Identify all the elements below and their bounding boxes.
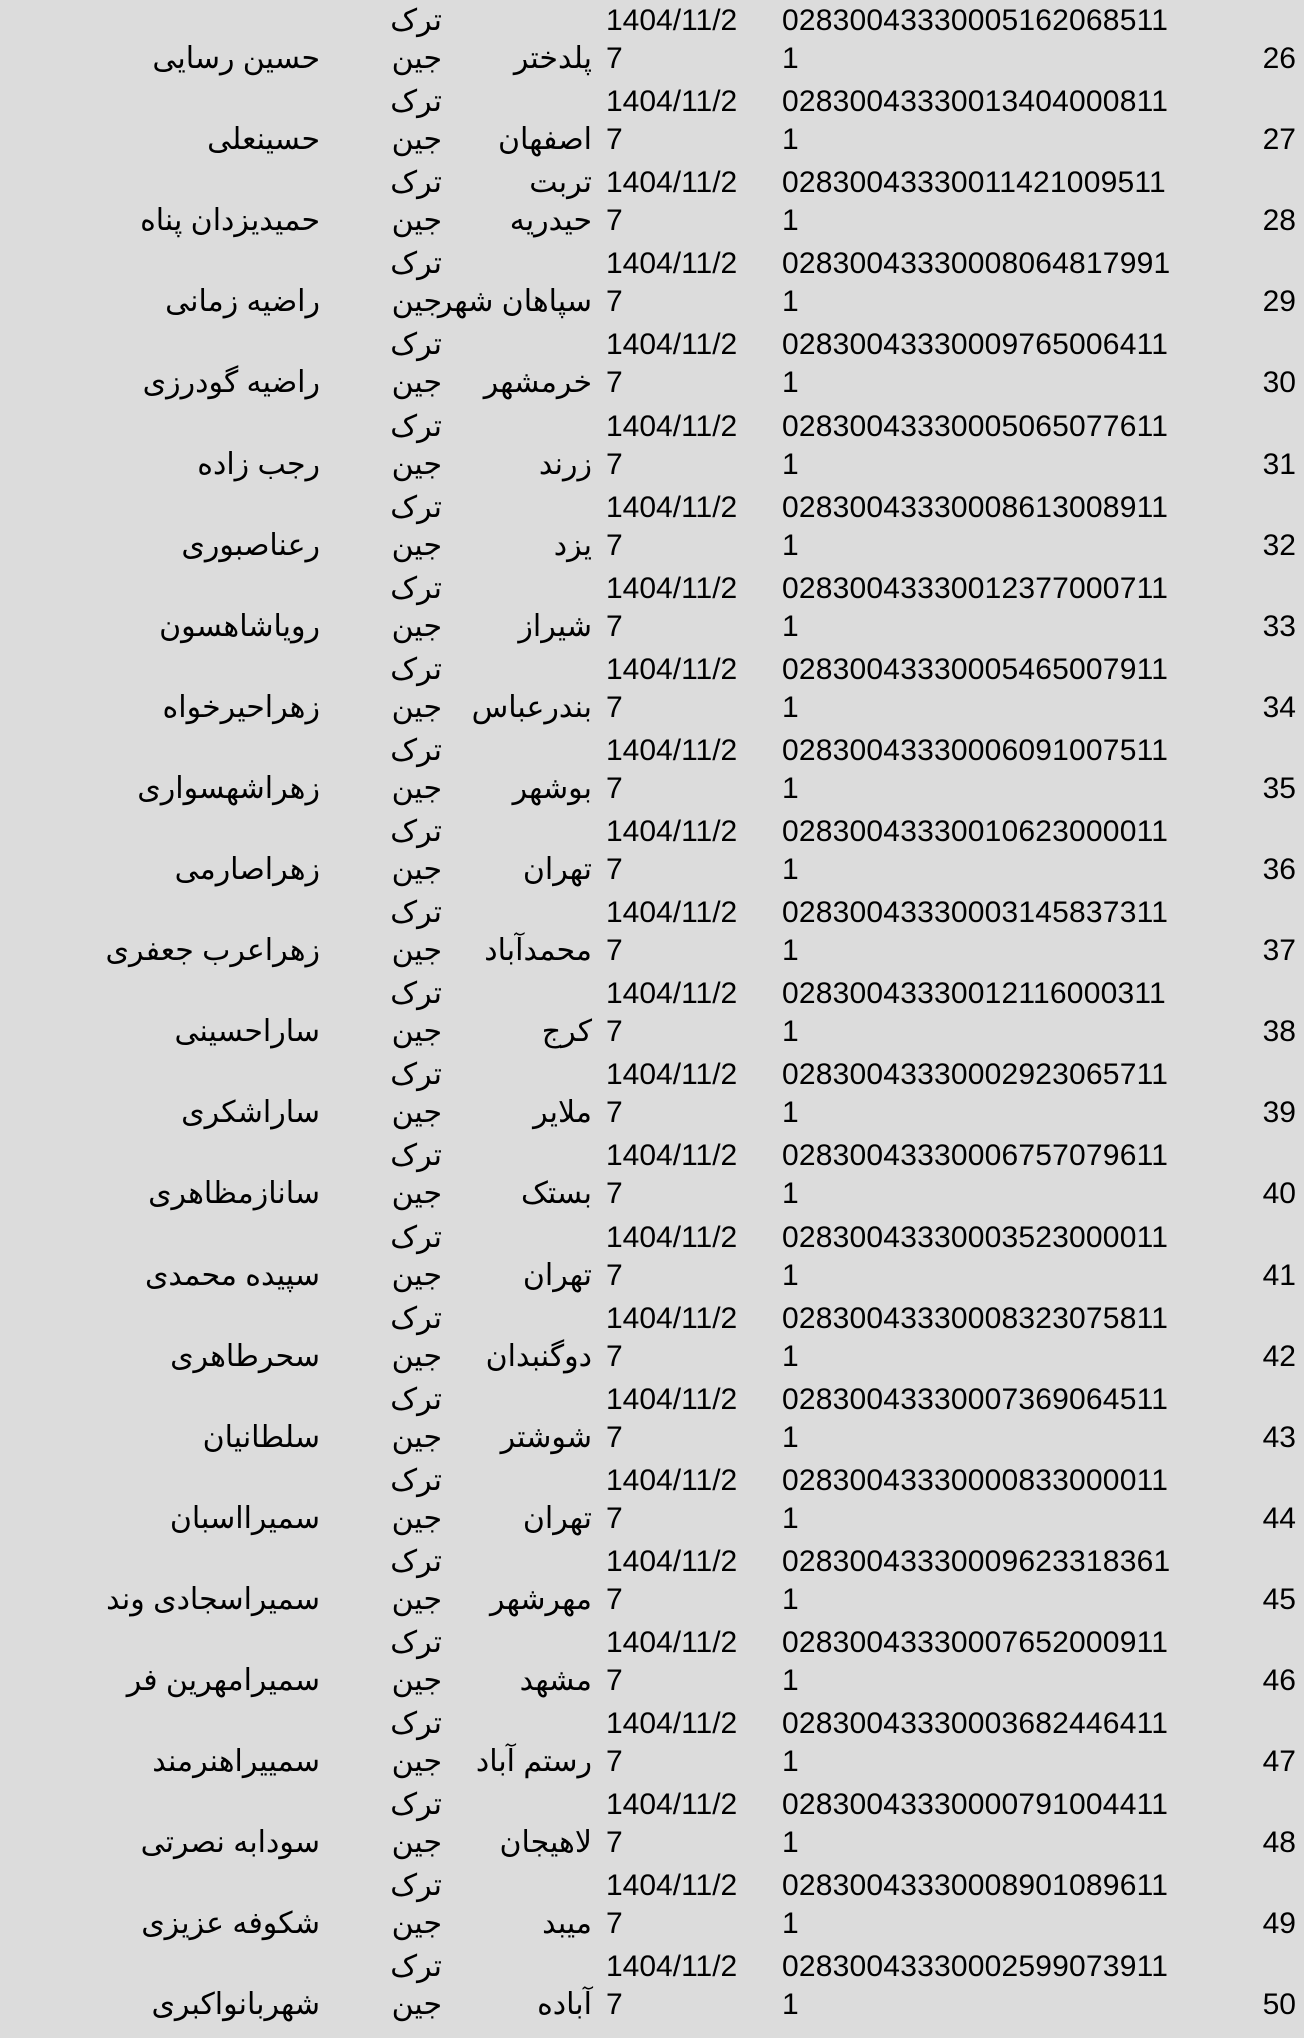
tracking-code-line2: 1 (782, 123, 799, 157)
tracking-code-line1: 02830043330002923065711 (782, 1058, 1169, 1092)
date-line1: 1404/11/2 (606, 652, 738, 686)
tracking-code-line1: 02830043330006091007511 (782, 733, 1169, 767)
date-line1: 1404/11/2 (606, 1869, 738, 1903)
row-number: 31 (1262, 447, 1296, 481)
tracking-code-line2: 1 (782, 1096, 799, 1130)
status-line2: جین (391, 447, 442, 481)
person-name: راضیه گودرزی (142, 366, 320, 400)
table-row (0, 485, 1304, 567)
date-line1: 1404/11/2 (606, 733, 738, 767)
city-line2: محمدآباد (484, 934, 592, 968)
table-row (0, 647, 1304, 729)
row-number: 29 (1262, 285, 1296, 319)
status-line1: ترک (390, 896, 442, 930)
date-line1: 1404/11/2 (606, 1950, 738, 1984)
tracking-code-line1: 02830043330009623318361 (782, 1544, 1171, 1578)
tracking-code-line1: 02830043330005465007911 (782, 652, 1169, 686)
status-line1: ترک (390, 1382, 442, 1416)
row-number: 39 (1262, 1096, 1296, 1130)
table-row (0, 160, 1304, 242)
tracking-code-line2: 1 (782, 204, 799, 238)
tracking-code-line1: 02830043330013404000811 (782, 85, 1169, 119)
tracking-code-line1: 02830043330000791004411 (782, 1788, 1169, 1822)
date-line1: 1404/11/2 (606, 977, 738, 1011)
row-number: 32 (1262, 528, 1296, 562)
table-row (0, 1782, 1304, 1864)
row-number: 37 (1262, 934, 1296, 968)
date-line2: 7 (606, 1015, 623, 1049)
date-line1: 1404/11/2 (606, 1626, 738, 1659)
tracking-code-line2: 1 (782, 1745, 799, 1779)
tracking-code-line1: 02830043330012377000711 (782, 571, 1169, 605)
table-row (0, 1133, 1304, 1215)
row-number: 34 (1262, 690, 1296, 724)
status-line2: جین (391, 1907, 442, 1941)
row-number: 48 (1262, 1826, 1296, 1860)
person-name: سمیراسجادی وند (106, 1582, 320, 1616)
tracking-code-line2: 1 (782, 690, 799, 724)
tracking-code-line1: 02830043330003682446411 (782, 1707, 1169, 1741)
row-number: 49 (1262, 1907, 1296, 1941)
tracking-code-line1: 02830043330005162068511 (782, 4, 1169, 37)
row-number: 45 (1262, 1582, 1296, 1616)
date-line2: 7 (606, 1420, 623, 1454)
table-row (0, 1539, 1304, 1621)
status-line1: ترک (390, 166, 442, 200)
status-line1: ترک (390, 1626, 442, 1659)
date-line1: 1404/11/2 (606, 1382, 738, 1416)
tracking-code-line1: 02830043330000833000011 (782, 1463, 1169, 1497)
city-line2: شیراز (518, 609, 592, 643)
tracking-code-line2: 1 (782, 447, 799, 481)
status-line2: جین (391, 771, 442, 805)
status-line1: ترک (390, 1950, 442, 1984)
person-name: شهربانواکبری (151, 1988, 320, 2022)
date-line2: 7 (606, 690, 623, 724)
city-line2: تهران (522, 1258, 592, 1292)
status-line1: ترک (390, 85, 442, 119)
row-number: 27 (1262, 123, 1296, 157)
date-line2: 7 (606, 1339, 623, 1373)
date-line1: 1404/11/2 (606, 1788, 738, 1822)
date-line2: 7 (606, 366, 623, 400)
status-line2: جین (391, 366, 442, 400)
date-line2: 7 (606, 1258, 623, 1292)
status-line2: جین (391, 123, 442, 157)
table-row (0, 1863, 1304, 1945)
table-row (0, 404, 1304, 486)
row-number: 38 (1262, 1015, 1296, 1049)
person-name: راضیه زمانی (165, 285, 320, 319)
city-line2: شوشتر (500, 1420, 592, 1454)
city-line2: ملایر (533, 1096, 592, 1130)
status-line2: جین (391, 285, 442, 319)
tracking-code-line1: 02830043330008064817991 (782, 247, 1171, 281)
city-line2: آباده (537, 1988, 592, 2022)
date-line2: 7 (606, 1501, 623, 1535)
date-line1: 1404/11/2 (606, 1058, 738, 1092)
status-line1: ترک (390, 1220, 442, 1254)
status-line2: جین (391, 1664, 442, 1697)
person-name: رویاشاهسون (159, 609, 320, 643)
table-row (0, 322, 1304, 404)
city-line2: مهرشهر (490, 1582, 592, 1616)
tracking-code-line2: 1 (782, 609, 799, 643)
table-row (0, 1944, 1304, 2026)
person-name: زهراصارمی (174, 853, 320, 886)
status-line2: جین (391, 1420, 442, 1454)
tracking-code-line2: 1 (782, 1907, 799, 1941)
status-line1: ترک (390, 328, 442, 362)
row-number: 50 (1262, 1988, 1296, 2022)
status-line1: ترک (390, 1463, 442, 1497)
row-number: 42 (1262, 1339, 1296, 1373)
person-name: حسینعلی (207, 123, 320, 157)
status-line2: جین (391, 1745, 442, 1779)
tracking-code-line2: 1 (782, 1664, 799, 1697)
tracking-code-line1: 02830043330005065077611 (782, 409, 1169, 443)
tracking-code-line1: 02830043330007652000911 (782, 1626, 1169, 1659)
status-line1: ترک (390, 1869, 442, 1903)
date-line2: 7 (606, 1096, 623, 1130)
tracking-code-line2: 1 (782, 1582, 799, 1616)
person-name: سمیرااسبان (169, 1501, 320, 1535)
date-line1: 1404/11/2 (606, 1707, 738, 1741)
city-line2: بستک (520, 1177, 592, 1211)
person-name: سلطانیان (202, 1420, 320, 1454)
date-line2: 7 (606, 1582, 623, 1616)
status-line2: جین (391, 1258, 442, 1292)
status-line2: جین (391, 1501, 442, 1535)
status-line1: ترک (390, 4, 442, 37)
person-name: حسین رسایی (152, 42, 320, 75)
row-number: 44 (1262, 1501, 1296, 1535)
row-number: 36 (1262, 853, 1296, 886)
tracking-code-line2: 1 (782, 934, 799, 968)
person-name: رعناصبوری (181, 528, 320, 562)
date-line1: 1404/11/2 (606, 409, 738, 443)
tracking-code-line2: 1 (782, 1177, 799, 1211)
row-number: 41 (1262, 1258, 1296, 1292)
person-name: حمیدیزدان پناه (140, 204, 320, 238)
tracking-code-line2: 1 (782, 42, 799, 75)
person-name: سپیده محمدی (144, 1258, 320, 1292)
status-line2: جین (391, 42, 442, 75)
date-line1: 1404/11/2 (606, 247, 738, 281)
person-name: سمییراهنرمند (152, 1745, 320, 1779)
status-line2: جین (391, 1177, 442, 1211)
status-line2: جین (391, 934, 442, 968)
status-line2: جین (391, 1988, 442, 2022)
date-line1: 1404/11/2 (606, 490, 738, 524)
person-name: زهراحیرخواه (162, 690, 320, 724)
status-line1: ترک (390, 1301, 442, 1335)
table-row (0, 241, 1304, 323)
table-row (0, 1296, 1304, 1378)
table-row (0, 1052, 1304, 1134)
tracking-code-line2: 1 (782, 1988, 799, 2022)
city-line2: مشهد (519, 1664, 592, 1697)
row-number: 46 (1262, 1664, 1296, 1697)
person-name: سودابه نصرتی (140, 1826, 320, 1860)
status-line1: ترک (390, 1788, 442, 1822)
status-line2: جین (391, 1826, 442, 1860)
row-number: 30 (1262, 366, 1296, 400)
city-line2: سپاهان شهر (437, 285, 592, 319)
date-line1: 1404/11/2 (606, 896, 738, 930)
date-line1: 1404/11/2 (606, 1139, 738, 1173)
person-name: رجب زاده (197, 447, 320, 481)
tracking-code-line2: 1 (782, 1258, 799, 1292)
person-name: زهراشهسواری (137, 771, 320, 805)
status-line1: ترک (390, 733, 442, 767)
date-line1: 1404/11/2 (606, 1220, 738, 1254)
table-row (0, 1377, 1304, 1459)
status-line1: ترک (390, 1707, 442, 1741)
date-line2: 7 (606, 1907, 623, 1941)
status-line2: جین (391, 853, 442, 886)
date-line2: 7 (606, 771, 623, 805)
table-row (0, 1458, 1304, 1540)
date-line2: 7 (606, 42, 623, 75)
status-line2: جین (391, 609, 442, 643)
person-name: سحرطاهری (170, 1339, 320, 1373)
city-line1: تربت (529, 166, 592, 200)
date-line2: 7 (606, 285, 623, 319)
person-name: سمیرامهرین فر (126, 1664, 320, 1697)
city-line2: دوگنبدان (485, 1339, 592, 1373)
tracking-code-line1: 02830043330008613008911 (782, 490, 1169, 524)
tracking-code-line2: 1 (782, 1339, 799, 1373)
status-line1: ترک (390, 977, 442, 1011)
date-line1: 1404/11/2 (606, 85, 738, 119)
tracking-code-line2: 1 (782, 1826, 799, 1860)
tracking-code-line2: 1 (782, 1501, 799, 1535)
status-line2: جین (391, 528, 442, 562)
status-line1: ترک (390, 1139, 442, 1173)
tracking-code-line1: 02830043330003523000011 (782, 1220, 1169, 1254)
date-line2: 7 (606, 609, 623, 643)
row-number: 35 (1262, 771, 1296, 805)
status-line2: جین (391, 1015, 442, 1049)
status-line1: ترک (390, 815, 442, 848)
date-line2: 7 (606, 1745, 623, 1779)
date-line1: 1404/11/2 (606, 815, 738, 848)
status-line1: ترک (390, 490, 442, 524)
tracking-code-line2: 1 (782, 366, 799, 400)
person-name: ساراشکری (181, 1096, 320, 1130)
tracking-code-line1: 02830043330008901089611 (782, 1869, 1169, 1903)
date-line2: 7 (606, 1177, 623, 1211)
status-line1: ترک (390, 652, 442, 686)
status-line2: جین (391, 204, 442, 238)
date-line1: 1404/11/2 (606, 1544, 738, 1578)
date-line2: 7 (606, 1826, 623, 1860)
person-name: شکوفه عزیزی (141, 1907, 320, 1941)
city-line2: حیدریه (509, 204, 592, 238)
date-line2: 7 (606, 1664, 623, 1697)
city-line2: کرج (541, 1015, 592, 1049)
date-line2: 7 (606, 204, 623, 238)
row-number: 43 (1262, 1420, 1296, 1454)
city-line2: تهران (522, 1501, 592, 1535)
date-line2: 7 (606, 123, 623, 157)
city-line2: رستم آباد (475, 1745, 592, 1779)
status-line1: ترک (390, 1058, 442, 1092)
date-line1: 1404/11/2 (606, 4, 738, 37)
city-line2: پلدختر (513, 42, 592, 75)
row-number: 26 (1262, 42, 1296, 75)
tracking-code-line1: 02830043330010623000011 (782, 815, 1169, 848)
row-number: 47 (1262, 1745, 1296, 1779)
table-row (0, 809, 1304, 891)
tracking-code-line1: 02830043330011421009511 (782, 166, 1166, 200)
tracking-code-line1: 02830043330006757079611 (782, 1139, 1169, 1173)
table-row (0, 1620, 1304, 1702)
city-line2: یزد (553, 528, 592, 562)
row-number: 40 (1262, 1177, 1296, 1211)
date-line1: 1404/11/2 (606, 1463, 738, 1497)
tracking-code-line1: 02830043330003145837311 (782, 896, 1169, 930)
status-line1: ترک (390, 1544, 442, 1578)
table-row (0, 566, 1304, 648)
tracking-code-line2: 1 (782, 853, 799, 886)
person-name: زهراعرب جعفری (105, 934, 320, 968)
city-line2: بوشهر (512, 771, 592, 805)
person-name: ساناز‌مظاهری (148, 1177, 320, 1211)
city-line2: لاهیجان (499, 1826, 592, 1860)
row-number: 28 (1262, 204, 1296, 238)
tracking-code-line2: 1 (782, 528, 799, 562)
date-line1: 1404/11/2 (606, 1301, 738, 1335)
status-line2: جین (391, 1096, 442, 1130)
tracking-code-line1: 02830043330008323075811 (782, 1301, 1169, 1335)
tracking-code-line2: 1 (782, 285, 799, 319)
city-line2: اصفهان (498, 123, 592, 157)
date-line1: 1404/11/2 (606, 166, 738, 200)
status-line2: جین (391, 1339, 442, 1373)
tracking-code-line2: 1 (782, 1420, 799, 1454)
status-line2: جین (391, 690, 442, 724)
table-row (0, 1215, 1304, 1297)
table-row (0, 1701, 1304, 1783)
person-name: ساراحسینی (174, 1015, 320, 1049)
tracking-code-line2: 1 (782, 771, 799, 805)
table-row (0, 971, 1304, 1053)
city-line2: میبد (542, 1907, 592, 1941)
tracking-code-line1: 02830043330012116000311 (782, 977, 1166, 1011)
tracking-code-line1: 02830043330009765006411 (782, 328, 1169, 362)
date-line2: 7 (606, 853, 623, 886)
date-line1: 1404/11/2 (606, 571, 738, 605)
table-row (0, 0, 1304, 80)
status-line2: جین (391, 1582, 442, 1616)
table-row (0, 728, 1304, 810)
date-line2: 7 (606, 447, 623, 481)
city-line2: تهران (522, 853, 592, 886)
table-row (0, 890, 1304, 972)
status-line1: ترک (390, 571, 442, 605)
tracking-code-line2: 1 (782, 1015, 799, 1049)
tracking-code-line1: 02830043330002599073911 (782, 1950, 1169, 1984)
table-row (0, 79, 1304, 161)
row-number: 33 (1262, 609, 1296, 643)
date-line2: 7 (606, 528, 623, 562)
city-line2: بندرعباس (471, 690, 592, 724)
city-line2: خرمشهر (483, 366, 592, 400)
status-line1: ترک (390, 247, 442, 281)
status-line1: ترک (390, 409, 442, 443)
city-line2: زرند (538, 447, 592, 481)
date-line1: 1404/11/2 (606, 328, 738, 362)
tracking-code-line1: 02830043330007369064511 (782, 1382, 1169, 1416)
date-line2: 7 (606, 934, 623, 968)
date-line2: 7 (606, 1988, 623, 2022)
